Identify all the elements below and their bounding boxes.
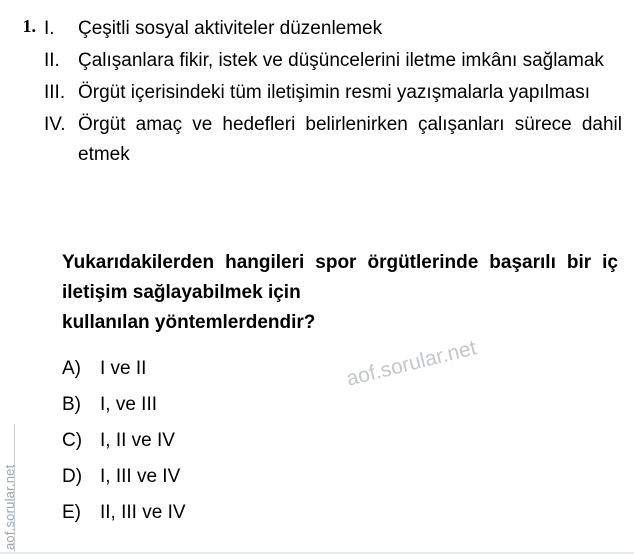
side-watermark: aof.sorular.net bbox=[2, 464, 17, 550]
choice-text: I, III ve IV bbox=[100, 466, 181, 487]
choice-letter: A) bbox=[62, 358, 81, 379]
stem-item-roman: IV. bbox=[44, 114, 66, 135]
choice-letter: C) bbox=[62, 430, 83, 451]
choice-option-a[interactable] bbox=[62, 358, 562, 394]
choice-option-b[interactable] bbox=[62, 394, 562, 430]
stem-item-roman: II. bbox=[44, 50, 60, 71]
choice-letter: D) bbox=[62, 466, 83, 487]
choice-option-c[interactable] bbox=[62, 430, 562, 466]
choice-letter: E) bbox=[62, 502, 81, 523]
choice-letter: B) bbox=[62, 394, 81, 415]
stem-item-roman: III. bbox=[44, 82, 66, 103]
choice-option-e[interactable] bbox=[62, 502, 562, 538]
stem-item bbox=[44, 46, 622, 76]
question-number: 1. bbox=[22, 16, 36, 36]
stem-item bbox=[44, 110, 622, 170]
choice-option-d[interactable] bbox=[62, 466, 562, 502]
choice-text: I, ve III bbox=[100, 394, 158, 415]
stem-item bbox=[44, 14, 622, 44]
stem-item bbox=[44, 78, 622, 108]
stem-item-text: Çalışanlara fikir, istek ve düşüncelerini iletme imkânı sağlamak bbox=[78, 50, 604, 71]
choice-text: II, III ve IV bbox=[100, 502, 186, 523]
question-prompt-line1: Yukarıdakilerden hangileri spor örgütlerinde başarılı bir iç iletişim sağlayabilmek için bbox=[62, 252, 618, 303]
question-prompt bbox=[62, 248, 618, 338]
question-prompt-line2: kullanılan yöntemlerdendir? bbox=[62, 312, 316, 333]
stem-item-roman: I. bbox=[44, 18, 55, 39]
stem-item-text: Örgüt amaç ve hedefleri belirlenirken çalışanları sürece dahil etmek bbox=[78, 114, 622, 165]
stem-item-text: Örgüt içerisindeki tüm iletişimin resmi yazışmalarla yapılması bbox=[78, 82, 591, 103]
center-watermark: aof.sorular.net bbox=[344, 336, 479, 391]
choice-text: I, II ve IV bbox=[100, 430, 175, 451]
choice-list bbox=[62, 358, 562, 538]
stem-item-text: Çeşitli sosyal aktiviteler düzenlemek bbox=[78, 18, 383, 39]
choice-text: I ve II bbox=[100, 358, 147, 379]
stem-list bbox=[44, 14, 622, 172]
